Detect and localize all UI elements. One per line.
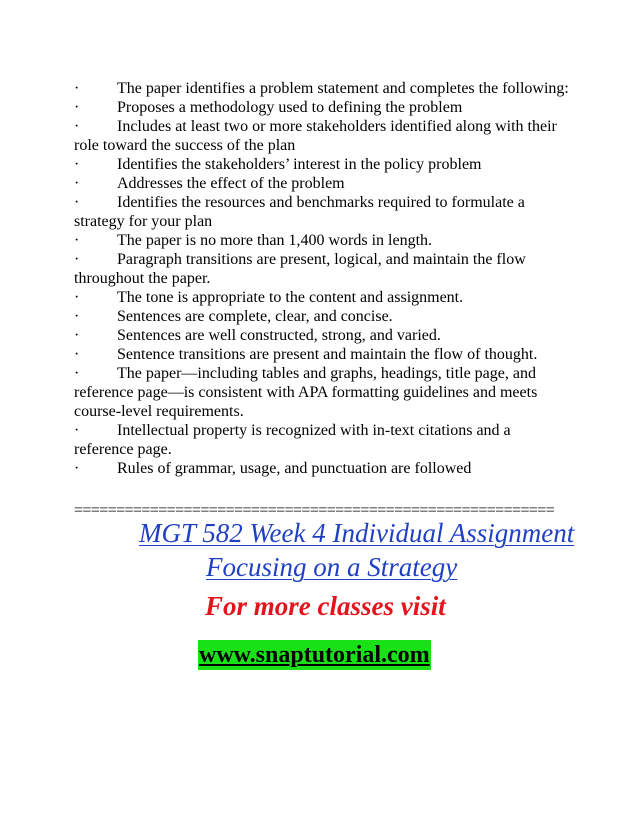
bullet-icon: · — [74, 422, 80, 439]
list-item — [74, 288, 574, 307]
bullet-icon: · — [74, 327, 80, 344]
list-item-text: Sentences are complete, clear, and concise. — [117, 308, 393, 325]
bullet-icon: · — [74, 194, 80, 211]
list-item-text: Intellectual property is recognized with in-text citations and a reference page. — [74, 422, 511, 458]
list-item-text: The paper is no more than 1,400 words in length. — [117, 232, 433, 249]
list-item-text: Proposes a methodology used to defining the problem — [117, 99, 463, 116]
bullet-icon: · — [74, 346, 80, 363]
list-item — [74, 250, 574, 288]
list-item — [74, 79, 574, 98]
bullet-icon: · — [74, 118, 80, 135]
bullet-icon: · — [74, 251, 80, 268]
list-item — [74, 117, 574, 155]
list-item-text: Sentence transitions are present and maintain the flow of thought. — [117, 346, 538, 363]
bullet-icon: · — [74, 156, 80, 173]
bullet-icon: · — [74, 80, 80, 97]
bullet-icon: · — [74, 232, 80, 249]
list-item — [74, 174, 574, 193]
title-line-2[interactable]: Focusing on a Strategy — [206, 552, 458, 582]
separator-line: ========================================================= — [74, 502, 555, 519]
list-item — [74, 98, 574, 117]
list-item-text: The tone is appropriate to the content and assignment. — [117, 289, 464, 306]
list-item-text: Rules of grammar, usage, and punctuation are followed — [117, 460, 472, 477]
bullet-icon: · — [74, 175, 80, 192]
bullet-icon: · — [74, 460, 80, 477]
website-link[interactable]: www.snaptutorial.com — [199, 642, 430, 668]
list-item-text: Paragraph transitions are present, logical, and maintain the flow throughout the paper. — [74, 251, 526, 287]
list-item — [74, 193, 574, 231]
title-line-1[interactable]: MGT 582 Week 4 Individual Assignment — [139, 518, 575, 548]
list-item-text: Includes at least two or more stakeholders identified along with their role toward the success of the plan — [74, 118, 557, 154]
list-item-text: The paper identifies a problem statement and completes the following: — [117, 80, 569, 97]
list-item — [74, 421, 574, 459]
list-item-text: Addresses the effect of the problem — [117, 175, 345, 192]
list-item — [74, 307, 574, 326]
list-item-text: Identifies the stakeholders’ interest in the policy problem — [117, 156, 482, 173]
requirements-list — [74, 79, 574, 478]
list-item-text: Identifies the resources and benchmarks required to formulate a strategy for your plan — [74, 194, 525, 230]
list-item — [74, 364, 574, 421]
list-item-text: Sentences are well constructed, strong, and varied. — [117, 327, 441, 344]
list-item — [74, 459, 574, 478]
list-item — [74, 155, 574, 174]
list-item — [74, 345, 574, 364]
bullet-icon: · — [74, 308, 80, 325]
list-item — [74, 231, 574, 250]
list-item-text: The paper—including tables and graphs, headings, title page, and reference page—is consistent with APA formatting guidelines and meets course-level requirements. — [74, 365, 538, 420]
bullet-icon: · — [74, 289, 80, 306]
promo-text: For more classes visit — [205, 591, 446, 621]
bullet-icon: · — [74, 99, 80, 116]
list-item — [74, 326, 574, 345]
bullet-icon: · — [74, 365, 80, 382]
